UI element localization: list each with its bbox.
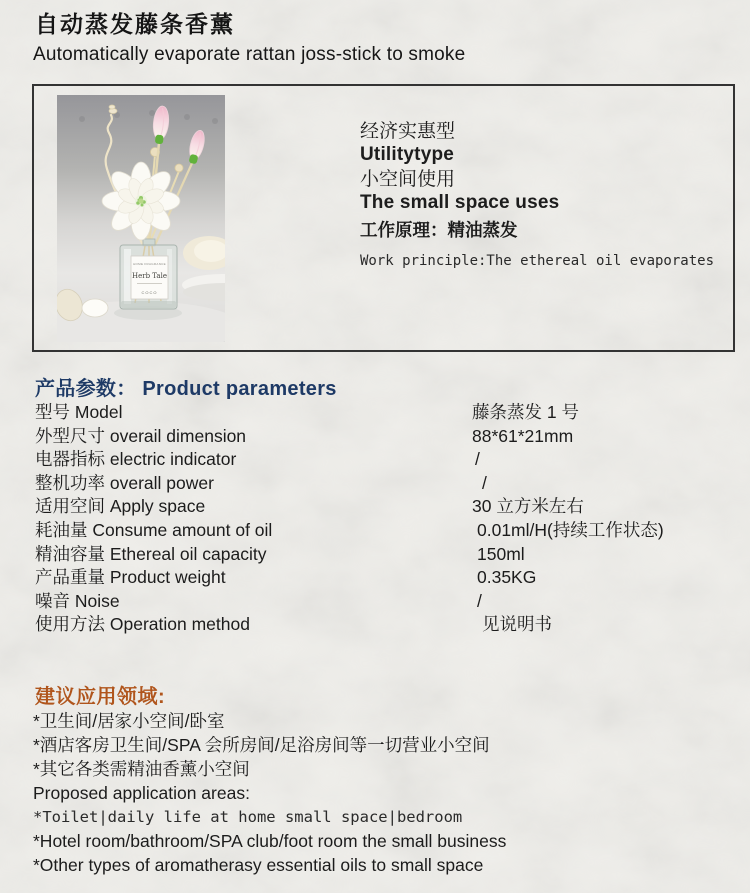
page-title: 自动蒸发藤条香薰 bbox=[35, 11, 235, 38]
param-row-electric-indicator bbox=[35, 448, 735, 472]
param-value: 藤条蒸发 1 号 bbox=[472, 402, 579, 422]
param-label: 型号 Model bbox=[35, 402, 123, 422]
param-value: 30 立方米左右 bbox=[472, 496, 584, 517]
bottle-label bbox=[131, 256, 168, 299]
param-value: / bbox=[477, 590, 482, 611]
param-label: 整机功率 overall power bbox=[35, 472, 214, 493]
hero-text-block bbox=[360, 119, 730, 270]
applications-heading: 建议应用领域: bbox=[35, 686, 166, 708]
tagline-smallspace-zh: 小空间使用 bbox=[360, 168, 456, 190]
work-principle-en: Work principle:The ethereal oil evaporates bbox=[360, 253, 715, 269]
tagline-economical-zh: 经济实惠型 bbox=[360, 120, 456, 142]
param-row-dimension bbox=[35, 425, 735, 449]
param-label: 噪音 Noise bbox=[35, 590, 120, 611]
application-item-en: *Toilet|daily life at home small space|bedroom bbox=[33, 808, 463, 826]
param-value: 0.01ml/H(持续工作状态) bbox=[477, 519, 664, 540]
param-value: 150ml bbox=[477, 543, 525, 564]
label-sub-text: COCO bbox=[141, 290, 158, 295]
param-value: / bbox=[482, 472, 487, 493]
application-item-en: *Other types of aromatherasy essential oils to small space bbox=[33, 855, 484, 875]
parameters-heading-zh: 产品参数： bbox=[35, 378, 137, 400]
param-label: 精油容量 Ethereal oil capacity bbox=[35, 543, 267, 564]
param-value: 见说明书 bbox=[482, 614, 552, 635]
application-item-zh: *酒店客房卫生间/SPA 会所房间/足浴房间等一切营业小空间 bbox=[33, 735, 490, 755]
tagline-utility-en: Utilitytype bbox=[360, 144, 455, 165]
param-row-oil-capacity bbox=[35, 543, 735, 567]
parameters-heading bbox=[35, 372, 337, 401]
application-item-en: *Hotel room/bathroom/SPA club/foot room the small business bbox=[33, 831, 507, 851]
param-label: 适用空间 Apply space bbox=[35, 496, 206, 517]
parameters-table bbox=[35, 401, 735, 637]
param-row-product-weight bbox=[35, 566, 735, 590]
param-value: / bbox=[475, 449, 480, 470]
product-photo bbox=[57, 95, 225, 342]
work-principle-zh: 工作原理：精油蒸发 bbox=[360, 221, 518, 241]
param-row-model bbox=[35, 401, 735, 425]
param-label: 电器指标 electric indicator bbox=[35, 449, 237, 470]
applications-heading-en: Proposed application areas: bbox=[33, 783, 250, 803]
sola-flower bbox=[102, 162, 180, 240]
param-value: 0.35KG bbox=[477, 567, 537, 588]
page-subtitle: Automatically evaporate rattan joss-stick to smoke bbox=[33, 44, 466, 65]
applications-list bbox=[33, 709, 733, 877]
param-row-noise bbox=[35, 590, 735, 614]
param-row-operation-method bbox=[35, 613, 735, 637]
parameters-heading-en: Product parameters bbox=[142, 378, 337, 400]
hero-box bbox=[32, 84, 735, 352]
application-item-zh: *其它各类需精油香薰小空间 bbox=[33, 759, 250, 779]
param-label: 外型尺寸 overail dimension bbox=[35, 425, 247, 446]
param-value: 88*61*21mm bbox=[472, 425, 574, 446]
param-row-overall-power bbox=[35, 472, 735, 496]
param-row-oil-consumption bbox=[35, 519, 735, 543]
param-label: 产品重量 Product weight bbox=[35, 567, 226, 588]
label-brand-text: HOME FRAGRANCE bbox=[133, 262, 166, 266]
param-label: 耗油量 Consume amount of oil bbox=[35, 519, 273, 540]
tagline-smallspace-en: The small space uses bbox=[360, 192, 560, 213]
param-row-apply-space bbox=[35, 495, 735, 519]
label-name-text: Herb Tale bbox=[132, 272, 167, 280]
application-item-zh: *卫生间/居家小空间/卧室 bbox=[33, 711, 225, 731]
param-label: 使用方法 Operation method bbox=[35, 614, 250, 635]
